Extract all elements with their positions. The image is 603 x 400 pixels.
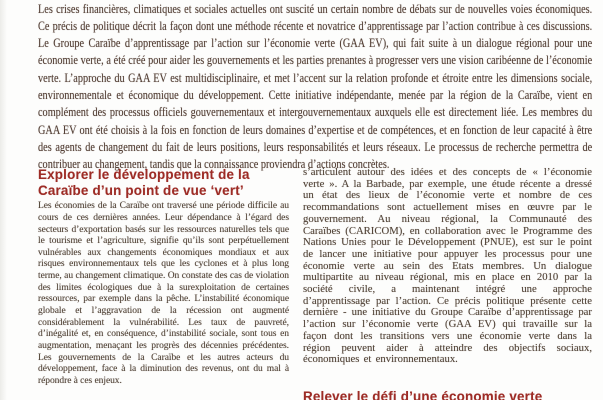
- scan-edge-shading: [0, 0, 7, 400]
- explore-section-body: Les économies de la Caraïbe ont traversé une période difficile au cours de ces dernières années. Leur dépendance à l’égard des secteurs d’exportation basés sur les ressources naturelles tels que le tourisme et l’agriculture, signifie qu’ils sont perpétuellement vulnérables aux changements économiques mondiaux et aux risques environnementaux tels que les cyclones et à plus long terme, au changement climatique. On constate des cas de violation des limites écologiques due à la surexploitation de certaines ressources, par exemple dans la pêche. L’instabilité économique globale et l’aggravation de la récession ont augmenté considérablement la vulnérabilité. Les taux de pauvreté, d’inégalité et, en conséquence, d’instabilité sociale, sont tous en augmentation, menaçant les progrès des décennies précédentes. Les gouvernements de la Caraïbe et les autres acteurs du développement, face à la diminution des revenus, ont du mal à répondre à ces enjeux.: [38, 201, 289, 387]
- explore-section-heading: Explorer le développement de la Caraïbe d’un point de vue ‘vert’: [38, 167, 250, 198]
- left-column: [38, 167, 289, 388]
- green-economy-section-heading: Relever le défi d’une économie verte: [303, 389, 543, 400]
- green-economy-body: s’articulent autour des idées et des concepts de « l’économie verte ». A la Barbade, par exemple, une étude récente a dressé un état des lieux de l’économie verte et nombre de ces recommandations sont actuellement mises en œuvre par le gouvernement. Au niveau régional, la Communauté des Caraïbes (CARICOM), en collaboration avec le Programme des Nations Unies pour le Développement (PNUE), est sur le point de lancer une initiative pour appuyer les processus pour une économie verte au sein des Etats membres. Un dialogue multipartite au niveau régional, mis en place en 2010 par la société civile, a maintenant intégré une approche d’apprentissage par l’action. Ce précis politique présente cette dernière - une initiative du Groupe Caraïbe d’apprentissage par l’action sur l’économie verte (GAA EV) qui travaille sur la façon dont les transitions vers une économie verte dans la région peuvent aider à atteindre des objectifs sociaux, économiques et environnementaux.: [303, 166, 592, 366]
- lead-paragraph: Les crises financières, climatiques et sociales actuelles ont suscité un certain nombre de débats sur de nouvelles voies économiques. Ce précis de politique décrit la façon dont une méthode récente et novatrice d’apprentissage par l’action contribue à ces discussions. Le Groupe Caraïbe d’apprentissage par l’action sur l’économie verte (GAA EV), qui fait suite à un dialogue régional pour une économie verte, a été créé pour aider les gouvernements et les parties prenantes à progresser vers une vision caribéenne de l’économie verte. L’approche du GAA EV est multidisciplinaire, et met l’accent sur la relation profonde et étroite entre les dimensions sociale, environnementale et économique du développement. Cette initiative indépendante, menée par la région de la Caraïbe, vient en complément des processus officiels gouvernementaux et intergouvernementaux auxquels elle est directement liée. Les membres du GAA EV ont été choisis à la fois en fonction de leurs domaines d’expertise et de compétences, et en fonction de leur capacité à être des agents de changement du fait de leurs positions, leurs responsabilités et leurs réseaux. Le processus de recherche permettra de contribuer au changement, tandis que la connaissance proviendra d’actions concrètes.: [38, 1, 593, 172]
- right-column: [303, 167, 592, 366]
